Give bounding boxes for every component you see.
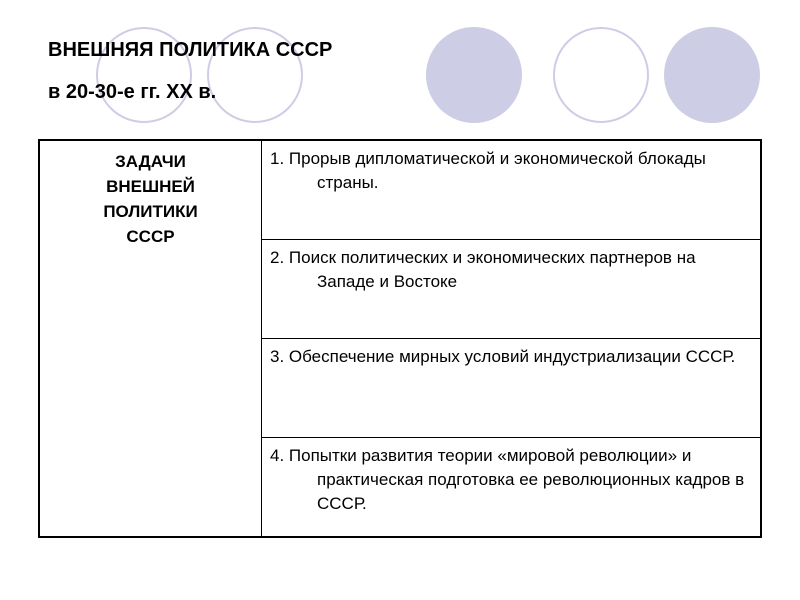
decorative-circle-5 bbox=[664, 27, 760, 123]
foreign-policy-tasks-table bbox=[38, 139, 762, 538]
table-row bbox=[39, 140, 761, 239]
task-cell-4 bbox=[262, 438, 762, 537]
task-text-4: 4. Попытки развития теории «мировой революции» и практическая подготовка ее революционных кадров в СССР. bbox=[270, 446, 745, 514]
tasks-heading-line: ЗАДАЧИ bbox=[115, 152, 186, 171]
task-cell-1 bbox=[262, 140, 762, 239]
decorative-circle-3 bbox=[426, 27, 522, 123]
task-cell-2 bbox=[262, 239, 762, 338]
decorative-circle-4 bbox=[553, 27, 649, 123]
tasks-heading-line: СССР bbox=[126, 227, 175, 246]
tasks-heading-line: ПОЛИТИКИ bbox=[103, 202, 198, 221]
task-text-1: 1. Прорыв дипломатической и экономической блокады страны. bbox=[270, 149, 706, 192]
slide-title-line-1: ВНЕШНЯЯ ПОЛИТИКА СССР bbox=[48, 39, 333, 61]
slide-title-line-2: в 20-30-е гг. XX в. bbox=[48, 81, 217, 103]
task-cell-3 bbox=[262, 339, 762, 438]
slide-title bbox=[48, 38, 332, 104]
tasks-heading-cell bbox=[39, 140, 262, 537]
tasks-heading-line: ВНЕШНЕЙ bbox=[106, 177, 195, 196]
task-text-3: 3. Обеспечение мирных условий индустриализации СССР. bbox=[270, 347, 736, 366]
task-text-2: 2. Поиск политических и экономических партнеров на Западе и Востоке bbox=[270, 247, 696, 291]
